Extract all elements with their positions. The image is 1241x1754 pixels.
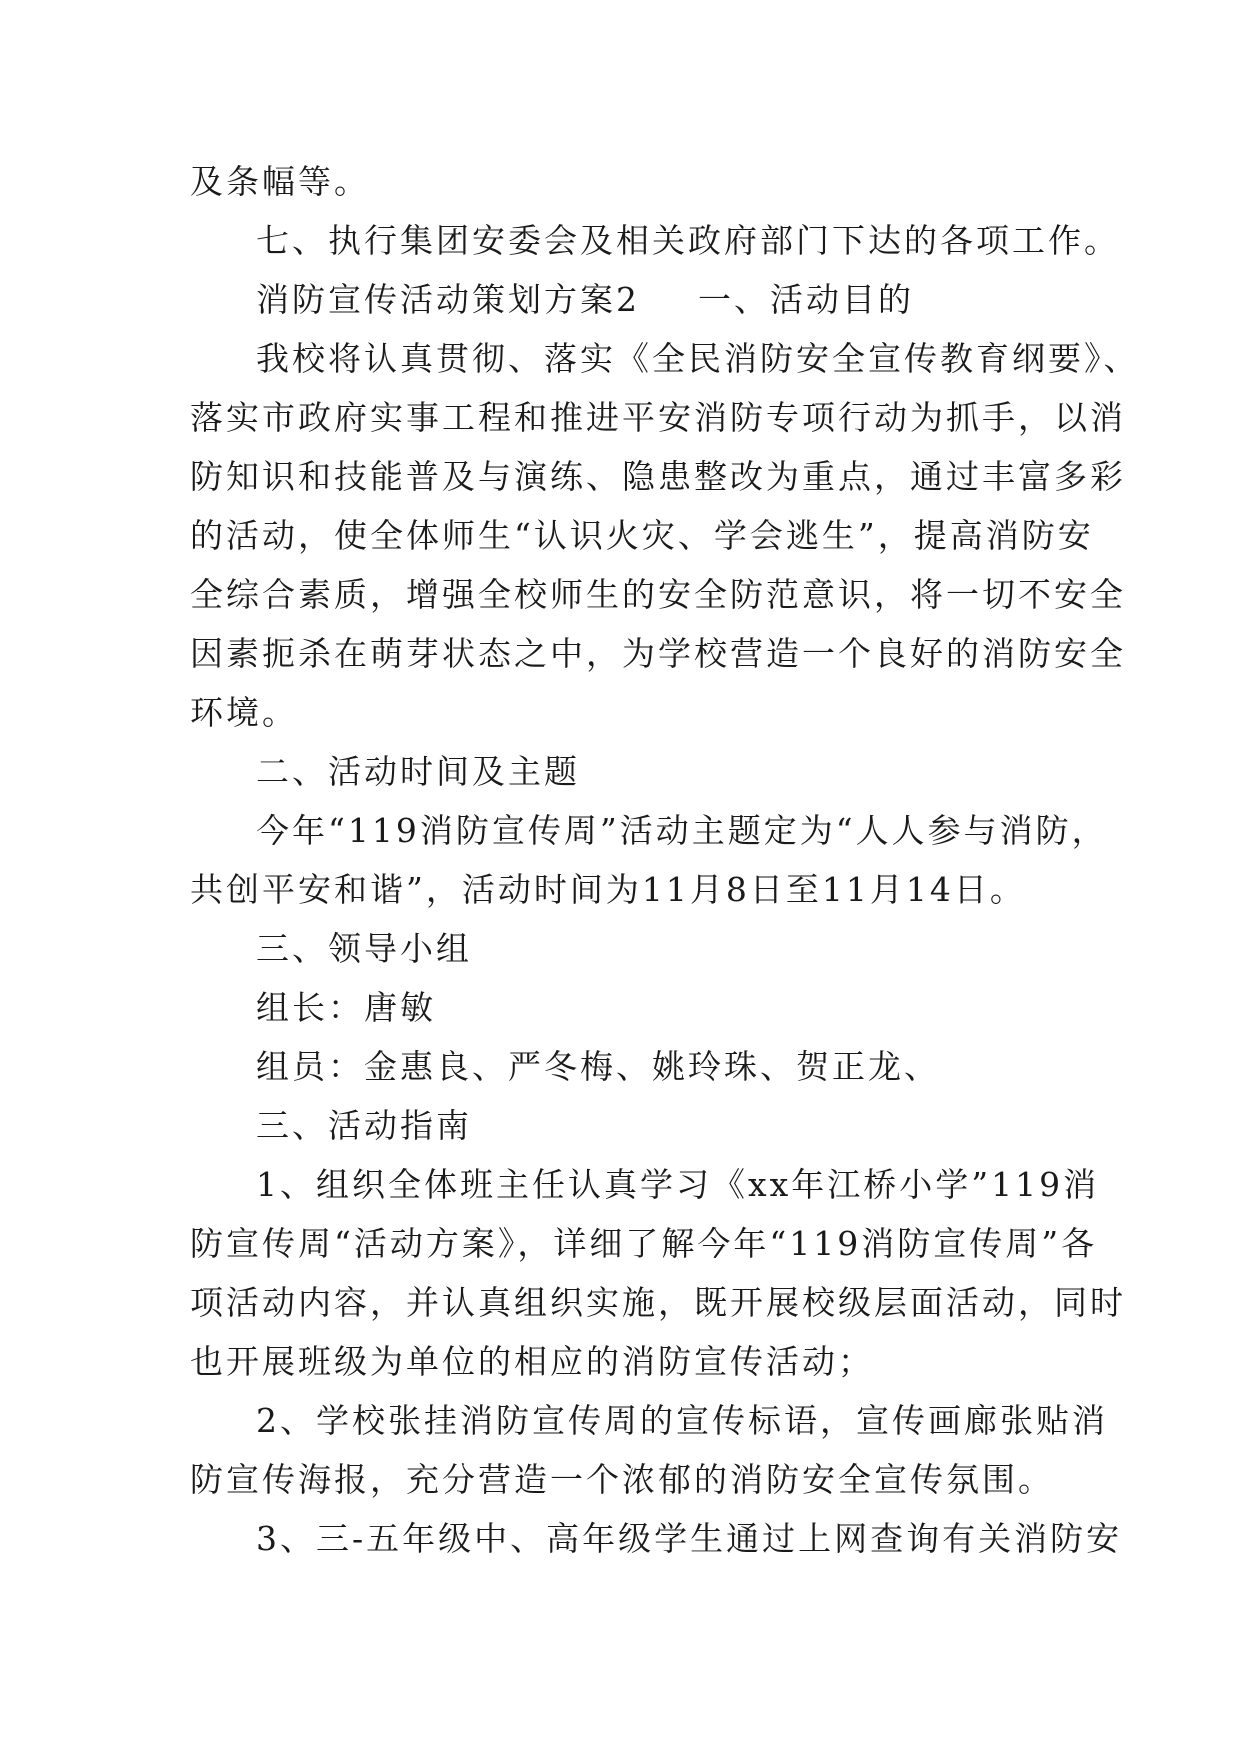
section-heading: 二、活动时间及主题 <box>256 752 580 791</box>
text-line: 共创平安和谐”，活动时间为11月8日至11月14日。 <box>190 870 1026 909</box>
text-line: 项活动内容，并认真组织实施，既开展校级层面活动，同时 <box>190 1283 1126 1322</box>
text-line: 防宣传周“活动方案》，详细了解今年“119消防宣传周”各 <box>190 1224 1098 1263</box>
section-heading: 一、活动目的 <box>698 280 914 319</box>
document-body <box>190 152 1140 1568</box>
section-heading: 三、领导小组 <box>256 929 472 968</box>
text-line: 我校将认真贯彻、落实《全民消防安全宣传教育纲要》、 <box>256 339 1140 378</box>
text-line: 的活动，使全体师生“认识火灾、学会逃生”，提高消防安 <box>190 516 1094 555</box>
text-line-with-heading <box>190 270 1070 329</box>
text-line: 防知识和技能普及与演练、隐患整改为重点，通过丰富多彩 <box>190 457 1126 496</box>
section-heading: 三、活动指南 <box>256 1106 472 1145</box>
text-line: 七、执行集团安委会及相关政府部门下达的各项工作。 <box>256 221 1120 260</box>
text-line: 1、组织全体班主任认真学习《xx年江桥小学”119消 <box>256 1165 1100 1204</box>
text-line: 防宣传海报，充分营造一个浓郁的消防安全宣传氛围。 <box>190 1460 1054 1499</box>
text-line: 环境。 <box>190 693 298 732</box>
text-line: 全综合素质，增强全校师生的安全防范意识，将一切不安全 <box>190 575 1126 614</box>
text-line: 2、学校张挂消防宣传周的宣传标语，宣传画廊张贴消 <box>256 1401 1108 1440</box>
text-line: 组长：唐敏 <box>256 988 436 1027</box>
plan-title: 消防宣传活动策划方案2 <box>256 280 640 319</box>
text-line: 落实市政府实事工程和推进平安消防专项行动为抓手，以消 <box>190 398 1126 437</box>
text-line: 3、三-五年级中、高年级学生通过上网查询有关消防安 <box>256 1519 1123 1558</box>
text-line: 组员：金惠良、严冬梅、姚玲珠、贺正龙、 <box>256 1047 940 1086</box>
text-line: 因素扼杀在萌芽状态之中，为学校营造一个良好的消防安全 <box>190 634 1126 673</box>
text-line: 也开展班级为单位的相应的消防宣传活动； <box>190 1342 874 1381</box>
text-line: 及条幅等。 <box>190 162 370 201</box>
text-line: 今年“119消防宣传周”活动主题定为“人人参与消防， <box>256 811 1108 850</box>
